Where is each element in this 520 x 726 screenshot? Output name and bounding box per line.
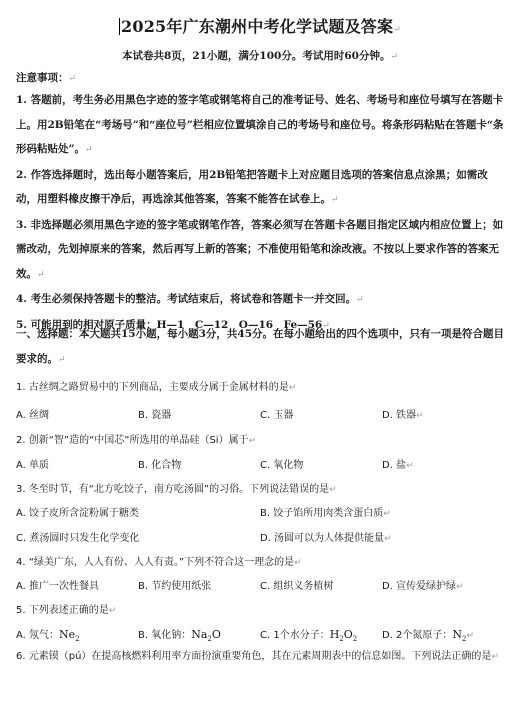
chemical-formula: $N_2$	[452, 628, 467, 644]
option-d: D. 盐↵	[382, 460, 414, 471]
notice-item: 2. 作答选择题时，选出每小题答案后，用2B铅笔把答题卡上对应题目选项的答案信息点涂黑；如需改动，用塑料橡皮擦干净后，再选涂其他答案，答案不能答在试卷上。↵	[16, 168, 488, 205]
option-row	[16, 577, 506, 597]
option-row	[16, 626, 506, 646]
option-c: C. 1个水分子：$H_2O_2$	[260, 628, 358, 644]
document-title	[0, 14, 520, 37]
option-a: A. 推广一次性餐具	[16, 581, 100, 592]
title-text: 2025年广东潮州中考化学试题及答案	[121, 17, 394, 36]
question-stem: 4. “绿美广东，人人有份、人人有责。”下列不符合这一理念的是↵	[16, 557, 302, 568]
option-b: B. 饺子馅所用肉类含蛋白质↵	[260, 508, 391, 519]
question-stem: 3. 冬至时节，有“北方吃饺子，南方吃汤圆”的习俗。下列说法错误的是↵	[16, 484, 337, 495]
question-stem: 1. 古丝绸之路贸易中的下列商品，主要成分属于金属材料的是↵	[16, 382, 297, 393]
chemical-formula: $Na_2O$	[191, 628, 221, 644]
option-b: B. 氧化钠：$Na_2O$	[138, 628, 221, 644]
option-b: B. 瓷器	[138, 410, 172, 421]
option-a: A. 丝绸	[16, 410, 50, 421]
section-intro-text: 一、选择题：本大题共15小题，每小题3分，共45分。在每小题给出的四个选项中，只有一项是符合题目要求的。	[16, 328, 505, 365]
option-b: B. 化合物	[138, 460, 182, 471]
option-row	[16, 406, 506, 426]
paragraph-mark: ↵	[390, 52, 398, 62]
option-a: A. 氖气：$Ne_2$	[16, 628, 80, 644]
notice-heading	[16, 68, 506, 89]
paragraph-mark: ↵	[68, 74, 77, 84]
text-cursor	[119, 18, 120, 35]
option-c: C. 煮汤圆时只发生化学变化	[16, 533, 140, 544]
option-row	[16, 504, 506, 524]
option-c: C. 氧化物	[260, 460, 304, 471]
option-d: D. 宣传爱绿护绿↵	[382, 581, 464, 592]
chemical-formula: $Ne_2$	[59, 628, 80, 644]
question-stem: 6. 元素镆（pú）在提高核燃料利用率方面扮演重要角色，其在元素周期表中的信息如图。下列说法正确的是↵	[16, 651, 499, 662]
exam-subtitle	[0, 48, 520, 63]
paragraph-mark: ↵	[393, 25, 401, 35]
section-intro: 一、选择题：本大题共15小题，每小题3分，共45分。在每小题给出的四个选项中，只有一项是符合题目要求的。↵	[16, 328, 505, 365]
notice-heading-text: 注意事项：	[16, 72, 69, 84]
option-c: C. 玉器	[260, 410, 294, 421]
option-d: D. 汤圆可以为人体提供能量↵	[260, 533, 392, 544]
chemical-formula: $H_2O_2$	[329, 628, 358, 644]
option-a: A. 饺子皮所含淀粉属于糖类	[16, 508, 140, 519]
subtitle-text: 本试卷共8页，21小题，满分100分。考试用时60分钟。	[122, 50, 391, 62]
question-stem: 5. 下列表述正确的是↵	[16, 605, 117, 616]
option-d: D. 2个氮原子：$N_2↵$	[382, 628, 475, 644]
question-stem: 2. 创新“智”造的“中国芯”所选用的单晶硅（Si）属于↵	[16, 435, 257, 446]
option-b: B. 节约使用纸张	[138, 581, 212, 592]
notice-item: 1. 答题前，考生务必用黑色字迹的签字笔或钢笔将自己的准考证号、姓名、考场号和座位号填写在答题卡上。用2B铅笔在“考场号”和“座位号”栏相应位置填涂自己的考场号和座位号。将条形码粘贴在答题卡“条形码粘贴处”。↵	[16, 94, 504, 155]
option-d: D. 铁器↵	[382, 410, 424, 421]
notice-item: 5. 可能用到的相对原子质量：H—1 C—12 O—16 Fe—56↵	[16, 318, 330, 331]
option-row	[16, 456, 506, 476]
option-a: A. 单质	[16, 460, 50, 471]
notice-list	[16, 88, 506, 338]
notice-item: 4. 考生必须保持答题卡的整洁。考试结束后，将试卷和答题卡一并交回。↵	[16, 293, 364, 305]
option-row	[16, 529, 506, 549]
option-c: C. 组织义务植树	[260, 581, 334, 592]
notice-item: 3. 非选择题必须用黑色字迹的签字笔或钢笔作答，答案必须写在答题卡各题目指定区域内相应位置上；如需改动，先划掉原来的答案，然后再写上新的答案；不准使用铅笔和涂改液。不按以上要求作答的答案无效。↵	[16, 218, 504, 280]
